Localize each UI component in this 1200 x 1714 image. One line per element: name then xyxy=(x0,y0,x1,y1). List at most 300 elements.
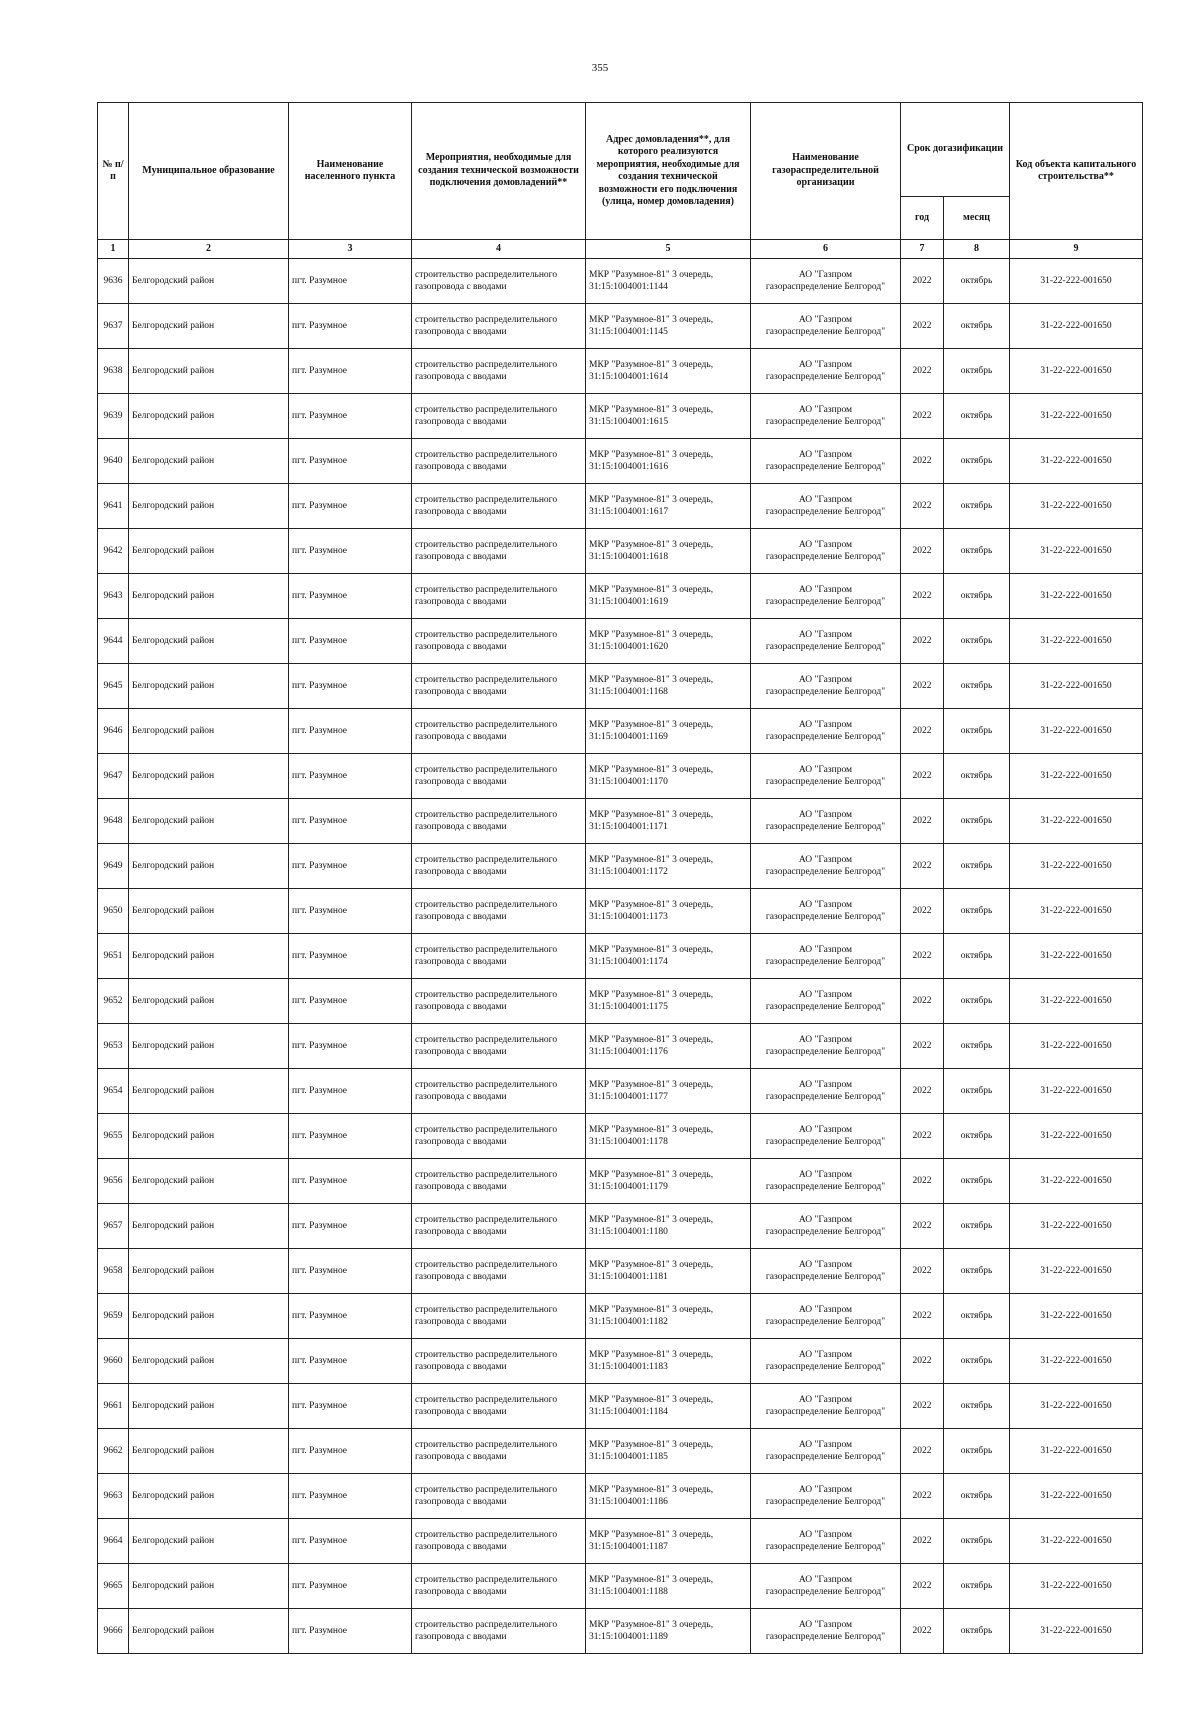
cell-address: МКР "Разумное-81" 3 очередь, 31:15:1004001:1169 xyxy=(586,709,751,754)
cell-year: 2022 xyxy=(901,1294,944,1339)
cell-measures: строительство распределительного газопровода с вводами xyxy=(412,1294,586,1339)
cell-settlement: пгт. Разумное xyxy=(289,799,412,844)
cell-month: октябрь xyxy=(944,1429,1010,1474)
cell-measures: строительство распределительного газопровода с вводами xyxy=(412,844,586,889)
cell-address: МКР "Разумное-81" 3 очередь, 31:15:1004001:1144 xyxy=(586,259,751,304)
cell-municipality: Белгородский район xyxy=(129,529,289,574)
organization-line-1: АО "Газпром xyxy=(798,810,853,820)
organization-line-1: АО "Газпром xyxy=(798,585,853,595)
cell-municipality: Белгородский район xyxy=(129,304,289,349)
cell-num: 9657 xyxy=(98,1204,129,1249)
organization-line-2: газораспределение Белгород" xyxy=(765,1002,886,1012)
column-number: 9 xyxy=(1010,240,1143,259)
cell-measures: строительство распределительного газопровода с вводами xyxy=(412,934,586,979)
cell-code: 31-22-222-001650 xyxy=(1010,709,1143,754)
cell-address: МКР "Разумное-81" 3 очередь, 31:15:1004001:1181 xyxy=(586,1249,751,1294)
organization-line-2: газораспределение Белгород" xyxy=(765,1587,886,1597)
organization-line-1: АО "Газпром xyxy=(798,360,853,370)
organization-line-2: газораспределение Белгород" xyxy=(765,1092,886,1102)
cell-settlement: пгт. Разумное xyxy=(289,394,412,439)
cell-organization xyxy=(751,1024,901,1069)
organization-line-2: газораспределение Белгород" xyxy=(765,1272,886,1282)
cell-code: 31-22-222-001650 xyxy=(1010,1159,1143,1204)
cell-num: 9647 xyxy=(98,754,129,799)
cell-code: 31-22-222-001650 xyxy=(1010,349,1143,394)
header-settlement: Наименование населенного пункта xyxy=(289,103,412,240)
cell-organization xyxy=(751,304,901,349)
cell-year: 2022 xyxy=(901,1384,944,1429)
cell-year: 2022 xyxy=(901,799,944,844)
cell-settlement: пгт. Разумное xyxy=(289,1069,412,1114)
cell-municipality: Белгородский район xyxy=(129,889,289,934)
cell-year: 2022 xyxy=(901,664,944,709)
cell-code: 31-22-222-001650 xyxy=(1010,304,1143,349)
organization-line-2: газораспределение Белгород" xyxy=(765,327,886,337)
cell-num: 9645 xyxy=(98,664,129,709)
organization-line-2: газораспределение Белгород" xyxy=(765,1452,886,1462)
cell-month: октябрь xyxy=(944,1384,1010,1429)
cell-address: МКР "Разумное-81" 3 очередь, 31:15:1004001:1618 xyxy=(586,529,751,574)
organization-line-1: АО "Газпром xyxy=(798,630,853,640)
cell-num: 9664 xyxy=(98,1519,129,1564)
organization-line-2: газораспределение Белгород" xyxy=(765,1137,886,1147)
cell-num: 9649 xyxy=(98,844,129,889)
cell-month: октябрь xyxy=(944,754,1010,799)
cell-measures: строительство распределительного газопровода с вводами xyxy=(412,664,586,709)
cell-municipality: Белгородский район xyxy=(129,1024,289,1069)
cell-address: МКР "Разумное-81" 3 очередь, 31:15:1004001:1171 xyxy=(586,799,751,844)
cell-municipality: Белгородский район xyxy=(129,259,289,304)
cell-year: 2022 xyxy=(901,349,944,394)
table-row xyxy=(98,349,1143,394)
cell-year: 2022 xyxy=(901,934,944,979)
cell-organization xyxy=(751,1114,901,1159)
cell-code: 31-22-222-001650 xyxy=(1010,934,1143,979)
cell-address: МКР "Разумное-81" 3 очередь, 31:15:1004001:1619 xyxy=(586,574,751,619)
cell-month: октябрь xyxy=(944,304,1010,349)
organization-line-1: АО "Газпром xyxy=(798,315,853,325)
cell-organization xyxy=(751,1519,901,1564)
cell-organization xyxy=(751,1249,901,1294)
cell-code: 31-22-222-001650 xyxy=(1010,1249,1143,1294)
cell-num: 9643 xyxy=(98,574,129,619)
cell-address: МКР "Разумное-81" 3 очередь, 31:15:1004001:1617 xyxy=(586,484,751,529)
organization-line-2: газораспределение Белгород" xyxy=(765,372,886,382)
organization-line-1: АО "Газпром xyxy=(798,1260,853,1270)
cell-municipality: Белгородский район xyxy=(129,799,289,844)
cell-code: 31-22-222-001650 xyxy=(1010,529,1143,574)
cell-municipality: Белгородский район xyxy=(129,1519,289,1564)
organization-line-1: АО "Газпром xyxy=(798,990,853,1000)
cell-address: МКР "Разумное-81" 3 очередь, 31:15:1004001:1174 xyxy=(586,934,751,979)
organization-line-2: газораспределение Белгород" xyxy=(765,912,886,922)
cell-measures: строительство распределительного газопровода с вводами xyxy=(412,1384,586,1429)
header-address: Адрес домовладения**, для которого реализуются мероприятия, необходимые для создания технической возможности его подключения (улица, номер домовладения) xyxy=(586,103,751,240)
cell-month: октябрь xyxy=(944,1474,1010,1519)
cell-organization xyxy=(751,1159,901,1204)
page-number: 355 xyxy=(591,62,609,74)
cell-address: МКР "Разумное-81" 3 очередь, 31:15:1004001:1615 xyxy=(586,394,751,439)
cell-settlement: пгт. Разумное xyxy=(289,709,412,754)
cell-month: октябрь xyxy=(944,1609,1010,1654)
organization-line-2: газораспределение Белгород" xyxy=(765,507,886,517)
cell-municipality: Белгородский район xyxy=(129,619,289,664)
cell-year: 2022 xyxy=(901,1069,944,1114)
cell-measures: строительство распределительного газопровода с вводами xyxy=(412,754,586,799)
cell-municipality: Белгородский район xyxy=(129,1564,289,1609)
cell-year: 2022 xyxy=(901,1204,944,1249)
cell-year: 2022 xyxy=(901,1249,944,1294)
organization-line-1: АО "Газпром xyxy=(798,450,853,460)
cell-organization xyxy=(751,1204,901,1249)
cell-organization xyxy=(751,619,901,664)
organization-line-2: газораспределение Белгород" xyxy=(765,1317,886,1327)
cell-settlement: пгт. Разумное xyxy=(289,439,412,484)
cell-num: 9659 xyxy=(98,1294,129,1339)
cell-settlement: пгт. Разумное xyxy=(289,304,412,349)
organization-line-2: газораспределение Белгород" xyxy=(765,1542,886,1552)
cell-address: МКР "Разумное-81" 3 очередь, 31:15:1004001:1189 xyxy=(586,1609,751,1654)
cell-municipality: Белгородский район xyxy=(129,1294,289,1339)
organization-line-2: газораспределение Белгород" xyxy=(765,1497,886,1507)
cell-address: МКР "Разумное-81" 3 очередь, 31:15:1004001:1184 xyxy=(586,1384,751,1429)
table-row xyxy=(98,1159,1143,1204)
cell-year: 2022 xyxy=(901,1114,944,1159)
table-row xyxy=(98,709,1143,754)
cell-settlement: пгт. Разумное xyxy=(289,979,412,1024)
cell-code: 31-22-222-001650 xyxy=(1010,1339,1143,1384)
table-body xyxy=(98,259,1143,1654)
cell-measures: строительство распределительного газопровода с вводами xyxy=(412,979,586,1024)
cell-address: МКР "Разумное-81" 3 очередь, 31:15:1004001:1179 xyxy=(586,1159,751,1204)
cell-measures: строительство распределительного газопровода с вводами xyxy=(412,304,586,349)
cell-code: 31-22-222-001650 xyxy=(1010,1114,1143,1159)
table-row xyxy=(98,664,1143,709)
column-number: 7 xyxy=(901,240,944,259)
cell-organization xyxy=(751,1564,901,1609)
cell-settlement: пгт. Разумное xyxy=(289,484,412,529)
organization-line-1: АО "Газпром xyxy=(798,1305,853,1315)
cell-year: 2022 xyxy=(901,1429,944,1474)
cell-num: 9639 xyxy=(98,394,129,439)
table-row xyxy=(98,574,1143,619)
cell-num: 9640 xyxy=(98,439,129,484)
column-number: 6 xyxy=(751,240,901,259)
cell-address: МКР "Разумное-81" 3 очередь, 31:15:1004001:1178 xyxy=(586,1114,751,1159)
organization-line-1: АО "Газпром xyxy=(798,1035,853,1045)
organization-line-1: АО "Газпром xyxy=(798,1485,853,1495)
column-number-row xyxy=(98,240,1143,259)
organization-line-2: газораспределение Белгород" xyxy=(765,642,886,652)
cell-settlement: пгт. Разумное xyxy=(289,1474,412,1519)
cell-measures: строительство распределительного газопровода с вводами xyxy=(412,1519,586,1564)
cell-organization xyxy=(751,349,901,394)
cell-num: 9650 xyxy=(98,889,129,934)
cell-organization xyxy=(751,574,901,619)
cell-code: 31-22-222-001650 xyxy=(1010,574,1143,619)
cell-settlement: пгт. Разумное xyxy=(289,1204,412,1249)
organization-line-2: газораспределение Белгород" xyxy=(765,777,886,787)
cell-num: 9662 xyxy=(98,1429,129,1474)
cell-month: октябрь xyxy=(944,349,1010,394)
organization-line-2: газораспределение Белгород" xyxy=(765,1047,886,1057)
cell-measures: строительство распределительного газопровода с вводами xyxy=(412,1159,586,1204)
cell-address: МКР "Разумное-81" 3 очередь, 31:15:1004001:1185 xyxy=(586,1429,751,1474)
cell-settlement: пгт. Разумное xyxy=(289,529,412,574)
organization-line-2: газораспределение Белгород" xyxy=(765,687,886,697)
cell-settlement: пгт. Разумное xyxy=(289,619,412,664)
cell-month: октябрь xyxy=(944,1249,1010,1294)
organization-line-1: АО "Газпром xyxy=(798,720,853,730)
table-row xyxy=(98,259,1143,304)
header-num: № п/п xyxy=(98,103,129,240)
cell-municipality: Белгородский район xyxy=(129,934,289,979)
cell-municipality: Белгородский район xyxy=(129,1114,289,1159)
cell-year: 2022 xyxy=(901,844,944,889)
cell-num: 9644 xyxy=(98,619,129,664)
cell-municipality: Белгородский район xyxy=(129,1429,289,1474)
cell-municipality: Белгородский район xyxy=(129,349,289,394)
cell-municipality: Белгородский район xyxy=(129,1384,289,1429)
cell-measures: строительство распределительного газопровода с вводами xyxy=(412,394,586,439)
organization-line-2: газораспределение Белгород" xyxy=(765,1182,886,1192)
cell-month: октябрь xyxy=(944,439,1010,484)
cell-num: 9646 xyxy=(98,709,129,754)
cell-address: МКР "Разумное-81" 3 очередь, 31:15:1004001:1168 xyxy=(586,664,751,709)
cell-month: октябрь xyxy=(944,529,1010,574)
cell-measures: строительство распределительного газопровода с вводами xyxy=(412,619,586,664)
cell-code: 31-22-222-001650 xyxy=(1010,1384,1143,1429)
header-year: год xyxy=(901,197,944,240)
cell-measures: строительство распределительного газопровода с вводами xyxy=(412,259,586,304)
cell-code: 31-22-222-001650 xyxy=(1010,889,1143,934)
organization-line-2: газораспределение Белгород" xyxy=(765,282,886,292)
cell-municipality: Белгородский район xyxy=(129,709,289,754)
cell-year: 2022 xyxy=(901,709,944,754)
cell-settlement: пгт. Разумное xyxy=(289,259,412,304)
cell-month: октябрь xyxy=(944,259,1010,304)
cell-month: октябрь xyxy=(944,664,1010,709)
cell-year: 2022 xyxy=(901,619,944,664)
cell-measures: строительство распределительного газопровода с вводами xyxy=(412,529,586,574)
cell-num: 9652 xyxy=(98,979,129,1024)
table-row xyxy=(98,799,1143,844)
organization-line-1: АО "Газпром xyxy=(798,1170,853,1180)
cell-num: 9651 xyxy=(98,934,129,979)
cell-year: 2022 xyxy=(901,1564,944,1609)
cell-organization xyxy=(751,1429,901,1474)
cell-organization xyxy=(751,979,901,1024)
cell-num: 9655 xyxy=(98,1114,129,1159)
cell-settlement: пгт. Разумное xyxy=(289,664,412,709)
table-row xyxy=(98,439,1143,484)
cell-month: октябрь xyxy=(944,1564,1010,1609)
cell-settlement: пгт. Разумное xyxy=(289,1429,412,1474)
organization-line-1: АО "Газпром xyxy=(798,270,853,280)
organization-line-2: газораспределение Белгород" xyxy=(765,462,886,472)
cell-organization xyxy=(751,259,901,304)
cell-address: МКР "Разумное-81" 3 очередь, 31:15:1004001:1620 xyxy=(586,619,751,664)
column-number: 2 xyxy=(129,240,289,259)
column-number: 4 xyxy=(412,240,586,259)
cell-municipality: Белгородский район xyxy=(129,1204,289,1249)
cell-address: МКР "Разумное-81" 3 очередь, 31:15:1004001:1172 xyxy=(586,844,751,889)
header-term: Срок догазификации xyxy=(901,103,1010,197)
cell-organization xyxy=(751,1384,901,1429)
table-row xyxy=(98,1249,1143,1294)
cell-year: 2022 xyxy=(901,1159,944,1204)
cell-num: 9660 xyxy=(98,1339,129,1384)
cell-measures: строительство распределительного газопровода с вводами xyxy=(412,1474,586,1519)
cell-month: октябрь xyxy=(944,1114,1010,1159)
cell-address: МКР "Разумное-81" 3 очередь, 31:15:1004001:1616 xyxy=(586,439,751,484)
cell-municipality: Белгородский район xyxy=(129,1159,289,1204)
cell-measures: строительство распределительного газопровода с вводами xyxy=(412,1024,586,1069)
cell-address: МКР "Разумное-81" 3 очередь, 31:15:1004001:1173 xyxy=(586,889,751,934)
cell-code: 31-22-222-001650 xyxy=(1010,439,1143,484)
cell-municipality: Белгородский район xyxy=(129,979,289,1024)
cell-address: МКР "Разумное-81" 3 очередь, 31:15:1004001:1182 xyxy=(586,1294,751,1339)
cell-address: МКР "Разумное-81" 3 очередь, 31:15:1004001:1180 xyxy=(586,1204,751,1249)
cell-settlement: пгт. Разумное xyxy=(289,754,412,799)
table-row xyxy=(98,1384,1143,1429)
organization-line-1: АО "Газпром xyxy=(798,1350,853,1360)
cell-num: 9653 xyxy=(98,1024,129,1069)
cell-organization xyxy=(751,1474,901,1519)
cell-measures: строительство распределительного газопровода с вводами xyxy=(412,1114,586,1159)
cell-code: 31-22-222-001650 xyxy=(1010,1069,1143,1114)
table-row xyxy=(98,1024,1143,1069)
header-measures: Мероприятия, необходимые для создания технической возможности подключения домовладений** xyxy=(412,103,586,240)
cell-measures: строительство распределительного газопровода с вводами xyxy=(412,1429,586,1474)
table-row xyxy=(98,1114,1143,1159)
organization-line-2: газораспределение Белгород" xyxy=(765,552,886,562)
organization-line-2: газораспределение Белгород" xyxy=(765,822,886,832)
cell-num: 9666 xyxy=(98,1609,129,1654)
cell-organization xyxy=(751,889,901,934)
table-row xyxy=(98,304,1143,349)
cell-code: 31-22-222-001650 xyxy=(1010,844,1143,889)
cell-address: МКР "Разумное-81" 3 очередь, 31:15:1004001:1183 xyxy=(586,1339,751,1384)
cell-measures: строительство распределительного газопровода с вводами xyxy=(412,889,586,934)
organization-line-2: газораспределение Белгород" xyxy=(765,1632,886,1642)
cell-year: 2022 xyxy=(901,439,944,484)
cell-num: 9637 xyxy=(98,304,129,349)
cell-address: МКР "Разумное-81" 3 очередь, 31:15:1004001:1145 xyxy=(586,304,751,349)
column-number: 5 xyxy=(586,240,751,259)
cell-measures: строительство распределительного газопровода с вводами xyxy=(412,799,586,844)
cell-month: октябрь xyxy=(944,709,1010,754)
cell-code: 31-22-222-001650 xyxy=(1010,394,1143,439)
cell-month: октябрь xyxy=(944,1294,1010,1339)
table-row xyxy=(98,889,1143,934)
table-row xyxy=(98,1069,1143,1114)
table-row xyxy=(98,484,1143,529)
cell-year: 2022 xyxy=(901,1609,944,1654)
organization-line-1: АО "Газпром xyxy=(798,855,853,865)
cell-settlement: пгт. Разумное xyxy=(289,1294,412,1339)
cell-num: 9638 xyxy=(98,349,129,394)
table-row xyxy=(98,619,1143,664)
cell-organization xyxy=(751,394,901,439)
cell-address: МКР "Разумное-81" 3 очередь, 31:15:1004001:1176 xyxy=(586,1024,751,1069)
cell-measures: строительство распределительного газопровода с вводами xyxy=(412,1609,586,1654)
organization-line-1: АО "Газпром xyxy=(798,1080,853,1090)
table-row xyxy=(98,1564,1143,1609)
header-municipality: Муниципальное образование xyxy=(129,103,289,240)
cell-year: 2022 xyxy=(901,1519,944,1564)
cell-month: октябрь xyxy=(944,1204,1010,1249)
cell-municipality: Белгородский район xyxy=(129,1249,289,1294)
table-row xyxy=(98,844,1143,889)
cell-measures: строительство распределительного газопровода с вводами xyxy=(412,1204,586,1249)
cell-organization xyxy=(751,1609,901,1654)
table-row xyxy=(98,1609,1143,1654)
cell-measures: строительство распределительного газопровода с вводами xyxy=(412,1249,586,1294)
table-row xyxy=(98,754,1143,799)
cell-address: МКР "Разумное-81" 3 очередь, 31:15:1004001:1177 xyxy=(586,1069,751,1114)
table-row xyxy=(98,1519,1143,1564)
organization-line-1: АО "Газпром xyxy=(798,1575,853,1585)
organization-line-2: газораспределение Белгород" xyxy=(765,597,886,607)
cell-organization xyxy=(751,709,901,754)
cell-organization xyxy=(751,934,901,979)
cell-code: 31-22-222-001650 xyxy=(1010,754,1143,799)
cell-settlement: пгт. Разумное xyxy=(289,889,412,934)
organization-line-2: газораспределение Белгород" xyxy=(765,867,886,877)
cell-month: октябрь xyxy=(944,484,1010,529)
table-row xyxy=(98,979,1143,1024)
cell-municipality: Белгородский район xyxy=(129,1339,289,1384)
cell-num: 9665 xyxy=(98,1564,129,1609)
organization-line-1: АО "Газпром xyxy=(798,1620,853,1630)
organization-line-2: газораспределение Белгород" xyxy=(765,732,886,742)
cell-month: октябрь xyxy=(944,1519,1010,1564)
cell-code: 31-22-222-001650 xyxy=(1010,979,1143,1024)
organization-line-1: АО "Газпром xyxy=(798,675,853,685)
organization-line-1: АО "Газпром xyxy=(798,1125,853,1135)
cell-municipality: Белгородский район xyxy=(129,484,289,529)
cell-settlement: пгт. Разумное xyxy=(289,844,412,889)
cell-num: 9648 xyxy=(98,799,129,844)
table-row xyxy=(98,394,1143,439)
organization-line-2: газораспределение Белгород" xyxy=(765,417,886,427)
cell-code: 31-22-222-001650 xyxy=(1010,619,1143,664)
cell-num: 9641 xyxy=(98,484,129,529)
organization-line-1: АО "Газпром xyxy=(798,945,853,955)
cell-measures: строительство распределительного газопровода с вводами xyxy=(412,1339,586,1384)
cell-month: октябрь xyxy=(944,799,1010,844)
organization-line-1: АО "Газпром xyxy=(798,1530,853,1540)
cell-month: октябрь xyxy=(944,394,1010,439)
cell-num: 9654 xyxy=(98,1069,129,1114)
table-row xyxy=(98,1204,1143,1249)
cell-municipality: Белгородский район xyxy=(129,574,289,619)
cell-year: 2022 xyxy=(901,1024,944,1069)
cell-organization xyxy=(751,529,901,574)
cell-measures: строительство распределительного газопровода с вводами xyxy=(412,439,586,484)
cell-code: 31-22-222-001650 xyxy=(1010,1024,1143,1069)
cell-year: 2022 xyxy=(901,979,944,1024)
cell-organization xyxy=(751,1069,901,1114)
cell-code: 31-22-222-001650 xyxy=(1010,1609,1143,1654)
column-number: 1 xyxy=(98,240,129,259)
cell-settlement: пгт. Разумное xyxy=(289,349,412,394)
cell-code: 31-22-222-001650 xyxy=(1010,1429,1143,1474)
cell-year: 2022 xyxy=(901,754,944,799)
header-month: месяц xyxy=(944,197,1010,240)
organization-line-2: газораспределение Белгород" xyxy=(765,1407,886,1417)
